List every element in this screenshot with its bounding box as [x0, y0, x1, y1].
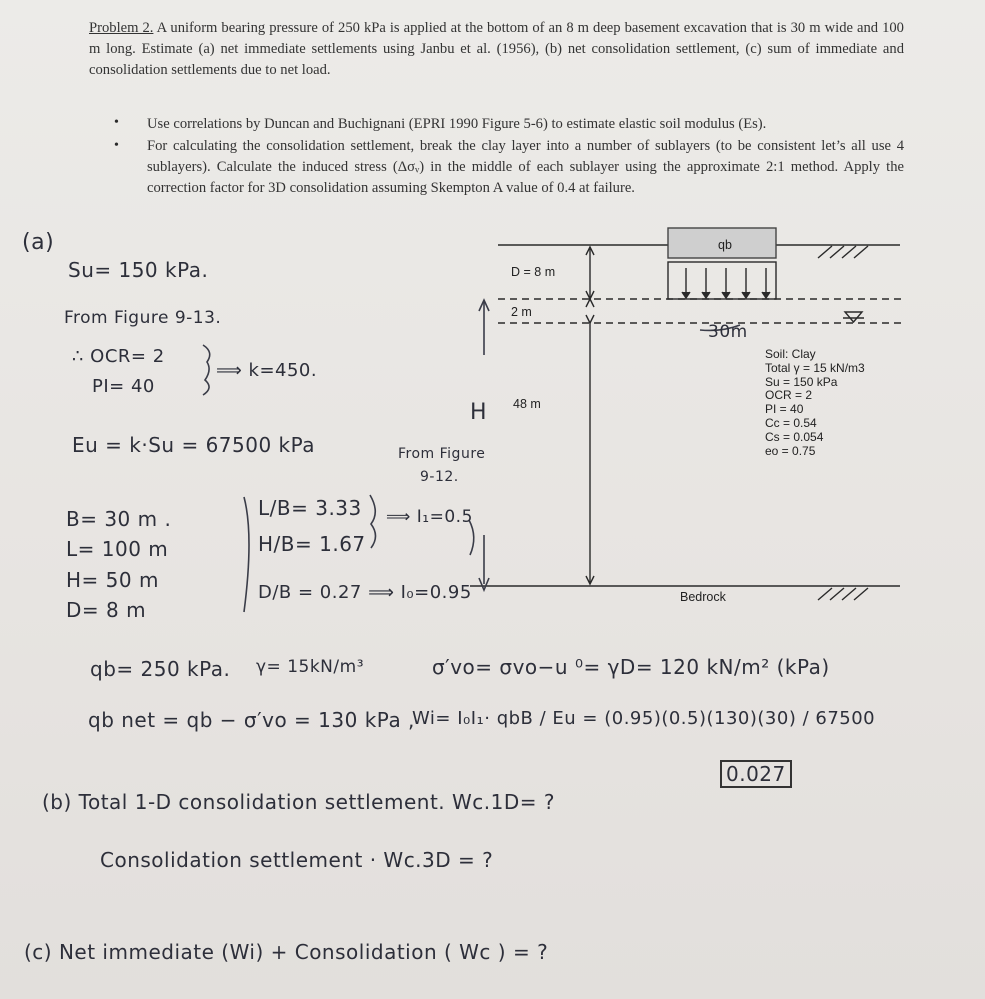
brace-ratios [370, 495, 376, 548]
figure-912-note-2: 9-12. [420, 469, 459, 485]
soil-pi: PI = 40 [765, 402, 804, 417]
soil-type: Soil: Clay [765, 347, 816, 361]
figure-913-note: From Figure 9-13. [64, 308, 222, 328]
k-note: ⟹ k=450. [216, 360, 318, 381]
B-value: B= 30 m . [66, 507, 172, 531]
wi-formula: Wi= I₀I₁· qbB / Eu = (0.95)(0.5)(130)(30) / 67500 [412, 708, 876, 729]
figure-912-note: From Figure [398, 446, 486, 462]
gamma-note: γ= 15kN/m³ [256, 657, 365, 677]
ocr-note: ∴ OCR= 2 [72, 346, 165, 367]
bullet-dot: • [114, 138, 119, 153]
soil-properties [765, 348, 865, 458]
LB-ratio: L/B= 3.33 [258, 496, 362, 520]
soil-cc: Cc = 0.54 [765, 415, 817, 430]
soil-cs: Cs = 0.054 [765, 429, 824, 444]
depth-label: D = 8 m [511, 265, 556, 279]
pi-note: PI= 40 [92, 376, 155, 397]
bedrock-label: Bedrock [680, 590, 726, 604]
H-value: H= 50 m [66, 568, 159, 592]
eu-note: Eu = k·Su = 67500 kPa [72, 433, 316, 457]
H-label: H [470, 400, 488, 425]
soil-ocr: OCR = 2 [765, 388, 813, 403]
L-value: L= 100 m [66, 537, 169, 561]
part-b-line-2: Consolidation settlement · Wc.3D = ? [100, 848, 494, 872]
problem-number: Problem 2. [89, 20, 154, 36]
brace-ocr-pi [203, 345, 210, 395]
part-b-line-1: (b) Total 1-D consolidation settlement. Wc.1D= ? [42, 790, 555, 814]
soil-unit-weight: Total γ = 15 kN/m3 [765, 360, 865, 375]
ground-hatch [818, 246, 868, 258]
bullet-instruction-1: Use correlations by Duncan and Buchignani (EPRI 1990 Figure 5-6) to estimate elastic soil modulus (Es). [147, 116, 767, 132]
DB-ratio: D/B = 0.27 ⟹ I₀=0.95 [258, 582, 472, 603]
HB-ratio: H/B= 1.67 [258, 532, 366, 556]
layer-thickness-label: 48 m [513, 397, 541, 411]
soil-eo: eo = 0.75 [765, 443, 816, 458]
part-a-marker: (a) [22, 230, 55, 255]
upper-layer-label: 2 m [511, 305, 532, 319]
D-value: D= 8 m [66, 598, 147, 622]
bullet-instruction-2: For calculating the consolidation settlement, break the clay layer into a number of sublayers (to be consistent let’s all use 4 sublayers). Calculate the induced stress (Δσᵥ) in the middle of each sublayer using the approximate 2:1 method. Apply the correction factor for 3D consolidation assuming Skempton A value of 0.4 at failure. [147, 138, 904, 196]
qb-label: qb [718, 238, 732, 252]
qb-net-note: qb net = qb − σ′vo = 130 kPa , [88, 708, 415, 732]
part-c-line: (c) Net immediate (Wi) + Consolidation ( Wc ) = ? [24, 940, 549, 964]
water-table-symbol [845, 312, 862, 322]
bullet-dot: • [114, 115, 119, 130]
width-label: 30m [708, 322, 748, 342]
brace-bld [244, 497, 249, 612]
problem-text: A uniform bearing pressure of 250 kPa is applied at the bottom of an 8 m deep basement excavation that is 30 m wide and 100 m long. Estimate (a) net immediate settlements using Janbu et al. (1956), (b) net consolidation settlement, (c) sum of immediate and consolidation settlements due to net load. [89, 20, 904, 78]
qb-note: qb= 250 kPa. [90, 657, 231, 681]
su-note: Su= 150 kPa. [68, 258, 209, 282]
effective-stress-note: σ′vo= σvo−u ⁰= γD= 120 kN/m² (kPa) [432, 655, 830, 679]
soil-su: Su = 150 kPa [765, 374, 838, 389]
I1-value: ⟹ I₁=0.5 [386, 507, 473, 527]
wi-result-box: 0.027 [720, 760, 792, 788]
